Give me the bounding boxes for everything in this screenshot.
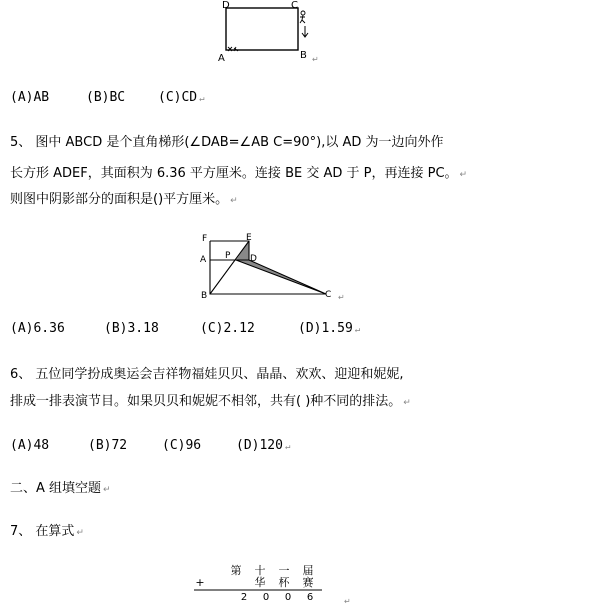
vertical-addition bbox=[186, 560, 356, 608]
arrow-down-icon bbox=[302, 26, 308, 37]
q5-option-a: (A)6.36 bbox=[10, 321, 65, 336]
q4-options bbox=[10, 90, 205, 107]
paragraph-mark: ↵ bbox=[312, 55, 319, 64]
paragraph-mark: ↵ bbox=[338, 293, 345, 302]
q6-option-b: (B)72 bbox=[88, 438, 128, 453]
q5-options bbox=[10, 321, 360, 338]
q7-text: 7、 在算式 bbox=[10, 524, 75, 539]
q5-option-c: (C)2.12 bbox=[200, 321, 255, 336]
paragraph-mark: ↵ bbox=[199, 94, 205, 104]
row2-char-3: 赛 bbox=[302, 576, 314, 589]
q5-text-1: 5、 图中 ABCD 是个直角梯形(∠DAB=∠AB C=90°),以 AD 为一边向外作 bbox=[10, 135, 444, 150]
q5-text-2: 长方形 ADEF，其面积为 6.36 平方厘米。连接 BE 交 AD 于 P，再连接 PC。 bbox=[10, 166, 458, 181]
fig2-label-f: F bbox=[202, 234, 208, 244]
q5-line-2 bbox=[10, 166, 467, 183]
paragraph-mark: ↵ bbox=[103, 485, 111, 495]
q5-text-3: 则图中阴影部分的面积是()平方厘米。 bbox=[10, 192, 229, 207]
q4-option-c: (C)CD bbox=[158, 90, 198, 105]
q6-line-2 bbox=[10, 394, 411, 411]
row3-digit-3: 0 bbox=[284, 592, 292, 603]
q7-line bbox=[10, 524, 84, 541]
q5-option-b: (B)3.18 bbox=[104, 321, 159, 336]
fig1-label-b: B bbox=[300, 50, 307, 61]
figure-lines bbox=[210, 241, 326, 294]
fig1-label-a: A bbox=[218, 53, 225, 64]
paragraph-mark: ↵ bbox=[76, 528, 84, 538]
row3-digit-1: 2 bbox=[240, 592, 248, 603]
fig2-label-p: P bbox=[225, 251, 231, 261]
rectangle-abcd bbox=[226, 8, 298, 50]
q5-line-1 bbox=[10, 135, 444, 151]
row3-digit-4: 6 bbox=[306, 592, 314, 603]
plus-sign: + bbox=[195, 576, 205, 589]
paragraph-mark: ↵ bbox=[230, 196, 238, 206]
q6-option-a: (A)48 bbox=[10, 438, 50, 453]
q4-option-a: (A)AB bbox=[10, 90, 50, 105]
row2-char-1: 华 bbox=[254, 576, 266, 589]
q6-text-1: 6、 五位同学扮成奥运会吉祥物福娃贝贝、晶晶、欢欢、迎迎和妮妮, bbox=[10, 367, 404, 382]
q6-options bbox=[10, 438, 290, 455]
fig2-label-b: B bbox=[201, 291, 208, 301]
row2-char-2: 杯 bbox=[278, 576, 290, 589]
fig2-label-d: D bbox=[250, 254, 257, 264]
row1-char-3: 一 bbox=[278, 564, 290, 577]
fig2-label-a: A bbox=[200, 255, 207, 265]
row1-char-4: 届 bbox=[302, 564, 314, 577]
q6-option-d: (D)120 bbox=[236, 438, 283, 453]
row1-char-2: 十 bbox=[254, 564, 266, 577]
q6-option-c: (C)96 bbox=[162, 438, 202, 453]
fig1-label-d: D bbox=[222, 0, 230, 11]
paragraph-mark: ↵ bbox=[284, 442, 291, 452]
fig2-label-c: C bbox=[325, 290, 332, 300]
fig1-label-c: C bbox=[291, 0, 298, 11]
q4-option-b: (B)BC bbox=[86, 90, 126, 105]
fig2-label-e: E bbox=[246, 233, 252, 243]
row3-digit-2: 0 bbox=[262, 592, 270, 603]
trapezoid-figure bbox=[196, 228, 351, 304]
section-title bbox=[10, 481, 111, 498]
paragraph-mark: ↵ bbox=[403, 398, 411, 408]
q6-text-2: 排成一排表演节目。如果贝贝和妮妮不相邻，共有( )种不同的排法。 bbox=[10, 394, 402, 409]
paragraph-mark: ↵ bbox=[344, 597, 351, 606]
q5-line-3 bbox=[10, 192, 238, 209]
q6-line-1 bbox=[10, 367, 404, 383]
paragraph-mark: ↵ bbox=[354, 325, 361, 335]
row1-char-1: 第 bbox=[230, 564, 242, 577]
q5-option-d: (D)1.59 bbox=[298, 321, 353, 336]
paragraph-mark: ↵ bbox=[459, 170, 468, 180]
section-title-text: 二、A 组填空题 bbox=[10, 481, 102, 496]
walker-icon-c bbox=[300, 11, 305, 23]
rectangle-figure bbox=[214, 0, 318, 64]
